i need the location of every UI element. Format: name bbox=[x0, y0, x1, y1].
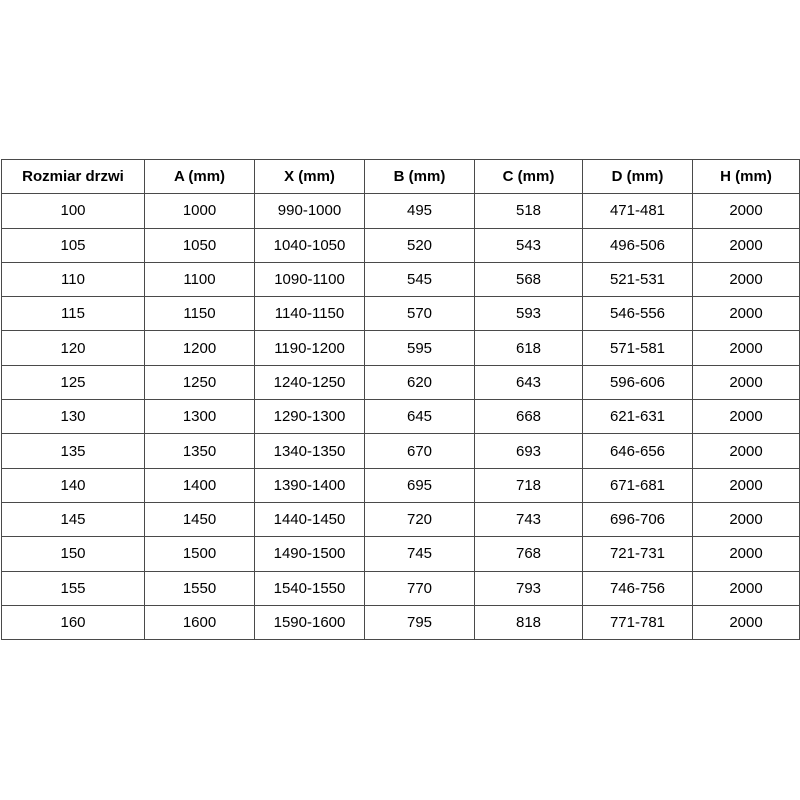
table-cell-h: 2000 bbox=[693, 605, 800, 639]
table-cell-c: 793 bbox=[475, 571, 583, 605]
table-row bbox=[2, 434, 800, 468]
table-cell-a: 1600 bbox=[145, 605, 255, 639]
table-cell-c: 768 bbox=[475, 537, 583, 571]
table-body bbox=[2, 194, 800, 640]
table-cell-a: 1100 bbox=[145, 262, 255, 296]
table-cell-d: 546-556 bbox=[583, 297, 693, 331]
table-cell-c: 818 bbox=[475, 605, 583, 639]
table-cell-d: 596-606 bbox=[583, 365, 693, 399]
table-cell-rozmiar-drzwi: 130 bbox=[2, 400, 145, 434]
table-cell-c: 668 bbox=[475, 400, 583, 434]
table-cell-c: 643 bbox=[475, 365, 583, 399]
table-row bbox=[2, 331, 800, 365]
table-cell-a: 1500 bbox=[145, 537, 255, 571]
table-row bbox=[2, 468, 800, 502]
table-cell-a: 1400 bbox=[145, 468, 255, 502]
table-cell-h: 2000 bbox=[693, 194, 800, 228]
table-cell-c: 618 bbox=[475, 331, 583, 365]
table-cell-rozmiar-drzwi: 155 bbox=[2, 571, 145, 605]
table-cell-a: 1150 bbox=[145, 297, 255, 331]
table-row bbox=[2, 571, 800, 605]
table-cell-rozmiar-drzwi: 100 bbox=[2, 194, 145, 228]
table-cell-d: 696-706 bbox=[583, 502, 693, 536]
table-row bbox=[2, 605, 800, 639]
table-row bbox=[2, 228, 800, 262]
table-cell-rozmiar-drzwi: 135 bbox=[2, 434, 145, 468]
table-row bbox=[2, 400, 800, 434]
table-cell-c: 543 bbox=[475, 228, 583, 262]
table-cell-h: 2000 bbox=[693, 468, 800, 502]
table-cell-a: 1350 bbox=[145, 434, 255, 468]
table-cell-b: 570 bbox=[365, 297, 475, 331]
table-cell-h: 2000 bbox=[693, 331, 800, 365]
table-cell-d: 471-481 bbox=[583, 194, 693, 228]
table-cell-c: 568 bbox=[475, 262, 583, 296]
table-cell-b: 745 bbox=[365, 537, 475, 571]
table-cell-b: 795 bbox=[365, 605, 475, 639]
table-cell-x: 1190-1200 bbox=[255, 331, 365, 365]
table-row bbox=[2, 194, 800, 228]
table-cell-h: 2000 bbox=[693, 537, 800, 571]
table-cell-b: 770 bbox=[365, 571, 475, 605]
table-cell-a: 1550 bbox=[145, 571, 255, 605]
table-cell-d: 571-581 bbox=[583, 331, 693, 365]
table-cell-b: 520 bbox=[365, 228, 475, 262]
table-cell-rozmiar-drzwi: 150 bbox=[2, 537, 145, 571]
table-cell-a: 1250 bbox=[145, 365, 255, 399]
table-row bbox=[2, 297, 800, 331]
table-cell-x: 1040-1050 bbox=[255, 228, 365, 262]
table-cell-c: 743 bbox=[475, 502, 583, 536]
door-size-table bbox=[1, 159, 800, 640]
table-cell-a: 1000 bbox=[145, 194, 255, 228]
table-cell-d: 721-731 bbox=[583, 537, 693, 571]
table-header bbox=[2, 160, 800, 194]
table-cell-b: 670 bbox=[365, 434, 475, 468]
table-cell-b: 595 bbox=[365, 331, 475, 365]
table-cell-x: 1440-1450 bbox=[255, 502, 365, 536]
table-cell-x: 990-1000 bbox=[255, 194, 365, 228]
table-cell-x: 1540-1550 bbox=[255, 571, 365, 605]
table-row bbox=[2, 502, 800, 536]
table-cell-h: 2000 bbox=[693, 400, 800, 434]
table-cell-d: 671-681 bbox=[583, 468, 693, 502]
table-cell-h: 2000 bbox=[693, 297, 800, 331]
table-cell-x: 1590-1600 bbox=[255, 605, 365, 639]
table-row bbox=[2, 262, 800, 296]
table-cell-x: 1140-1150 bbox=[255, 297, 365, 331]
table-cell-a: 1300 bbox=[145, 400, 255, 434]
table-cell-d: 496-506 bbox=[583, 228, 693, 262]
table-row bbox=[2, 365, 800, 399]
table-cell-h: 2000 bbox=[693, 228, 800, 262]
table-cell-x: 1490-1500 bbox=[255, 537, 365, 571]
table-cell-a: 1200 bbox=[145, 331, 255, 365]
table-row bbox=[2, 537, 800, 571]
column-header-x: X (mm) bbox=[255, 160, 365, 194]
table-cell-d: 771-781 bbox=[583, 605, 693, 639]
table-cell-d: 521-531 bbox=[583, 262, 693, 296]
table-cell-x: 1340-1350 bbox=[255, 434, 365, 468]
table-cell-rozmiar-drzwi: 145 bbox=[2, 502, 145, 536]
table-cell-c: 593 bbox=[475, 297, 583, 331]
table-cell-h: 2000 bbox=[693, 365, 800, 399]
table-cell-b: 545 bbox=[365, 262, 475, 296]
table-cell-rozmiar-drzwi: 160 bbox=[2, 605, 145, 639]
table-cell-d: 646-656 bbox=[583, 434, 693, 468]
table-cell-h: 2000 bbox=[693, 434, 800, 468]
table-cell-h: 2000 bbox=[693, 571, 800, 605]
table-cell-b: 720 bbox=[365, 502, 475, 536]
table-cell-b: 495 bbox=[365, 194, 475, 228]
table-cell-c: 518 bbox=[475, 194, 583, 228]
table-cell-rozmiar-drzwi: 140 bbox=[2, 468, 145, 502]
column-header-d: D (mm) bbox=[583, 160, 693, 194]
table-cell-h: 2000 bbox=[693, 502, 800, 536]
column-header-b: B (mm) bbox=[365, 160, 475, 194]
table-cell-rozmiar-drzwi: 105 bbox=[2, 228, 145, 262]
table-cell-x: 1390-1400 bbox=[255, 468, 365, 502]
table-cell-b: 645 bbox=[365, 400, 475, 434]
table-cell-d: 621-631 bbox=[583, 400, 693, 434]
table-cell-rozmiar-drzwi: 110 bbox=[2, 262, 145, 296]
table-cell-b: 695 bbox=[365, 468, 475, 502]
table-cell-d: 746-756 bbox=[583, 571, 693, 605]
column-header-h: H (mm) bbox=[693, 160, 800, 194]
table-cell-c: 718 bbox=[475, 468, 583, 502]
table-cell-rozmiar-drzwi: 120 bbox=[2, 331, 145, 365]
table-cell-x: 1240-1250 bbox=[255, 365, 365, 399]
header-row bbox=[2, 160, 800, 194]
column-header-a: A (mm) bbox=[145, 160, 255, 194]
column-header-c: C (mm) bbox=[475, 160, 583, 194]
table-cell-h: 2000 bbox=[693, 262, 800, 296]
table-cell-b: 620 bbox=[365, 365, 475, 399]
table-cell-x: 1290-1300 bbox=[255, 400, 365, 434]
table-cell-rozmiar-drzwi: 125 bbox=[2, 365, 145, 399]
table-cell-a: 1450 bbox=[145, 502, 255, 536]
column-header-rozmiar-drzwi: Rozmiar drzwi bbox=[2, 160, 145, 194]
table-cell-c: 693 bbox=[475, 434, 583, 468]
table-cell-a: 1050 bbox=[145, 228, 255, 262]
table-cell-rozmiar-drzwi: 115 bbox=[2, 297, 145, 331]
table-cell-x: 1090-1100 bbox=[255, 262, 365, 296]
